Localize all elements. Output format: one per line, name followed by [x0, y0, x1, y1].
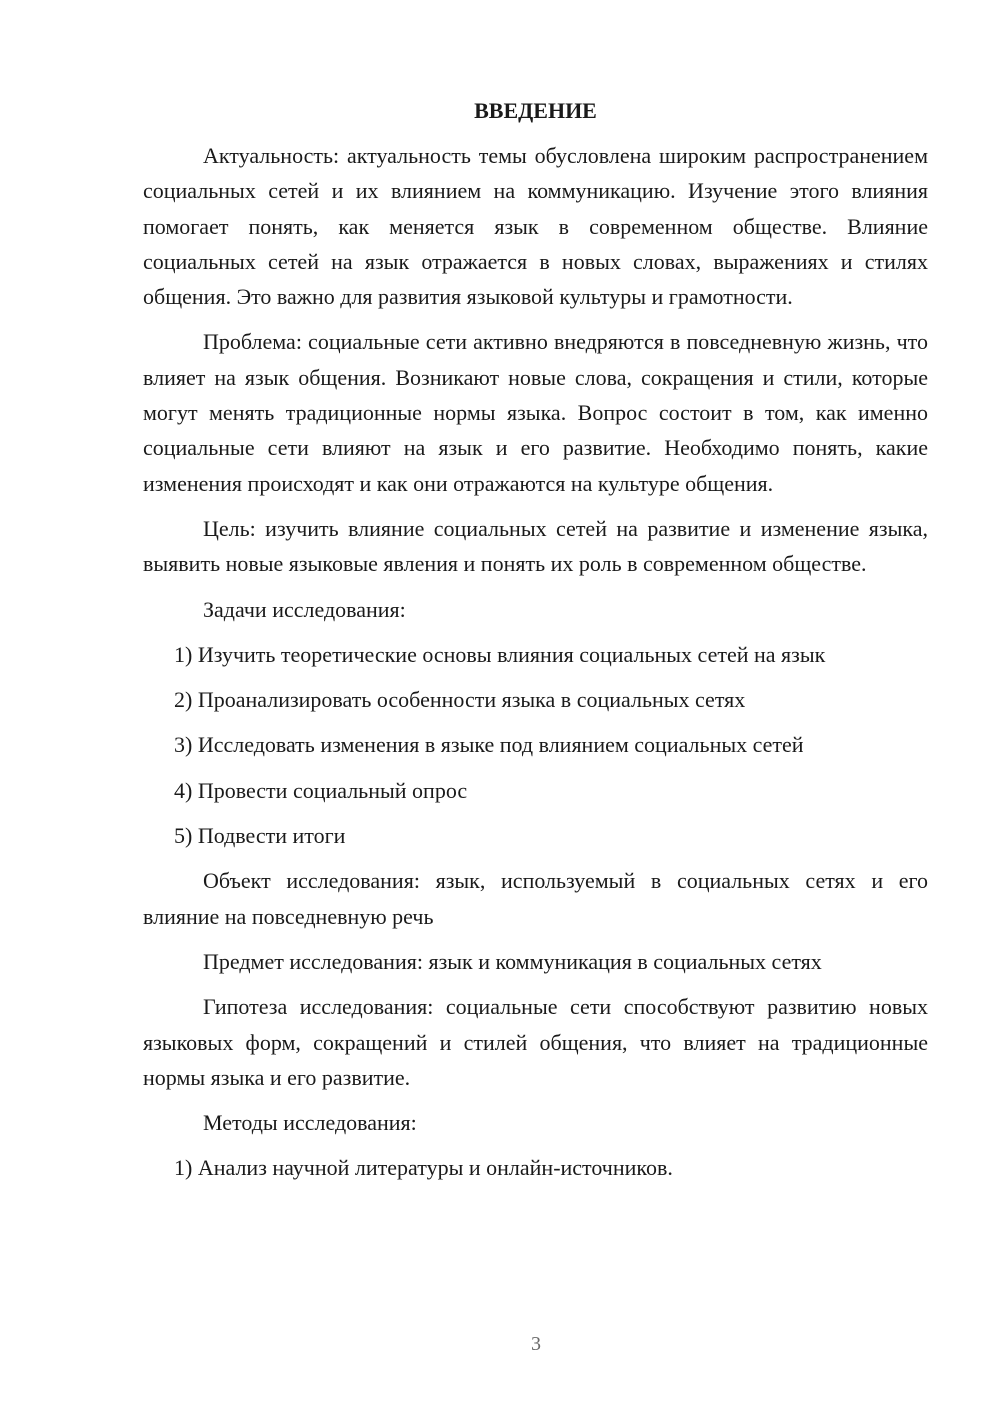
task-item: 1) Изучить теоретические основы влияния социальных сетей на язык [174, 641, 826, 667]
goal-paragraph: Цель: изучить влияние социальных сетей на развитие и изменение языка, выявить новые языковые явления и понять их роль в современном обществе. [143, 515, 928, 577]
task-item: 3) Исследовать изменения в языке под влиянием социальных сетей [174, 732, 804, 758]
problem-paragraph: Проблема: социальные сети активно внедряются в повседневную жизнь, что влияет на язык общения. Возникают новые слова, сокращения и стили, которые могут менять традиционные нормы языка. Вопрос состоит в том, как именно социальные сети влияют на язык и его развитие. Необходимо понять, какие изменения происходят и как они отражаются на культуре общения. [143, 329, 928, 496]
methods-heading: Методы исследования: [203, 1110, 417, 1136]
tasks-heading: Задачи исследования: [203, 596, 406, 622]
page-number: 3 [531, 1333, 541, 1355]
subject-paragraph: Предмет исследования: язык и коммуникация в социальных сетях [203, 948, 822, 974]
task-item: 5) Подвести итоги [174, 823, 346, 849]
method-item: 1) Анализ научной литературы и онлайн-источников. [174, 1155, 673, 1181]
relevance-paragraph: Актуальность: актуальность темы обусловлена широким распространением социальных сетей и их влиянием на коммуникацию. Изучение этого влияния помогает понять, как меняется язык в современном обществе. Влияние социальных сетей на язык отражается в новых словах, выражениях и стилях общения. Это важно для развития языковой культуры и грамотности. [143, 143, 928, 310]
hypothesis-paragraph: Гипотеза исследования: социальные сети способствуют развитию новых языковых форм, сокращений и стилей общения, что влияет на традиционные нормы языка и его развитие. [143, 994, 928, 1090]
task-item: 4) Провести социальный опрос [174, 777, 468, 803]
section-title: ВВЕДЕНИЕ [474, 98, 597, 123]
task-item: 2) Проанализировать особенности языка в социальных сетях [174, 687, 746, 713]
object-paragraph: Объект исследования: язык, используемый в социальных сетях и его влияние на повседневную речь [143, 868, 928, 929]
tasks-list [143, 637, 928, 853]
methods-list [143, 1150, 928, 1185]
document-body [143, 96, 928, 1196]
